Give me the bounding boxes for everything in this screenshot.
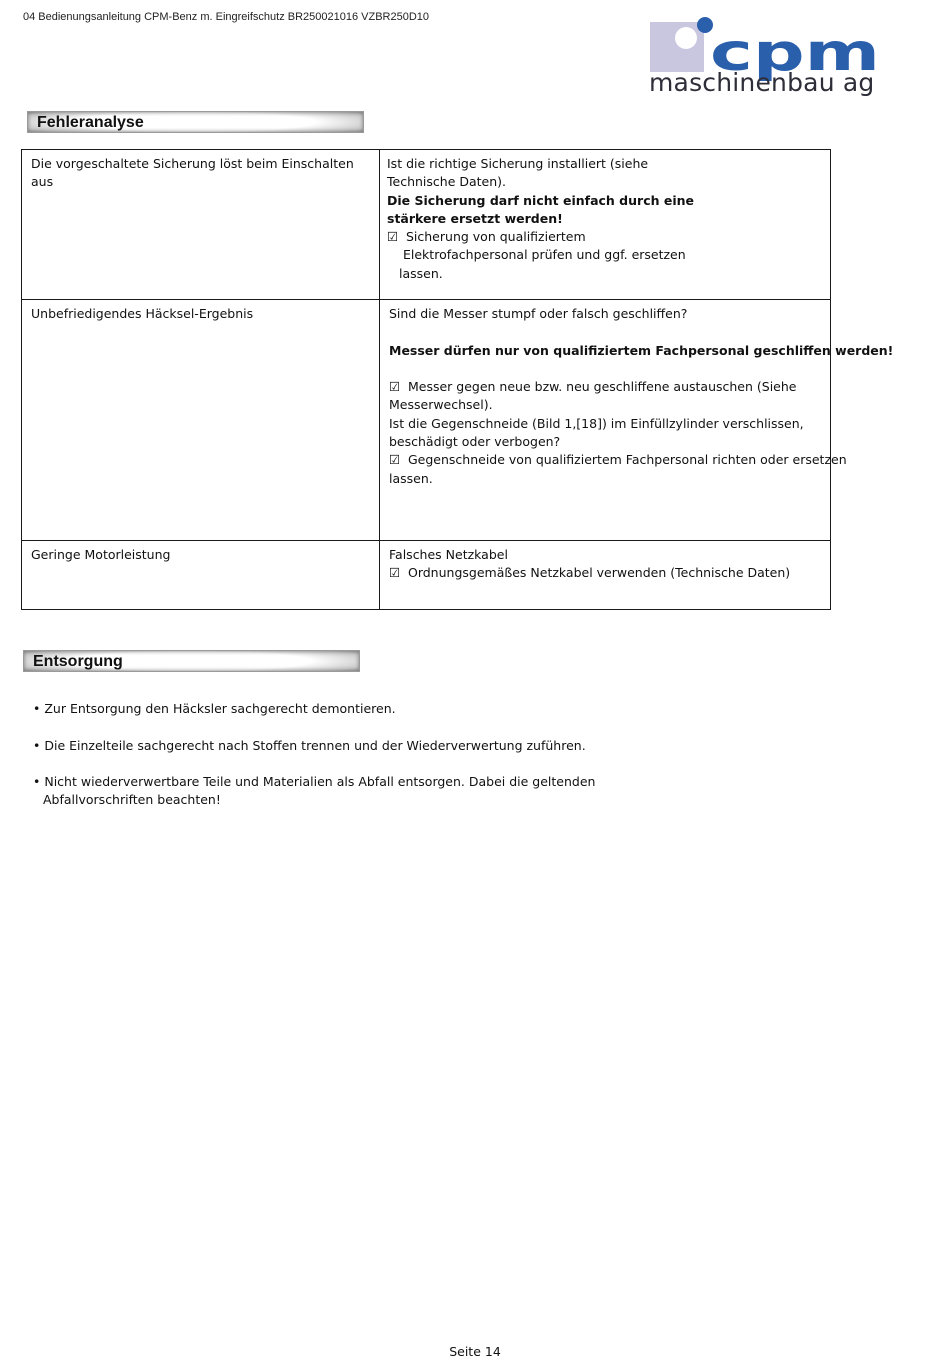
table-row bbox=[22, 541, 831, 610]
logo-wordmark: cpm bbox=[710, 23, 880, 83]
solution-cell bbox=[380, 541, 831, 610]
solution-cell bbox=[380, 300, 894, 541]
list-item-text: Abfallvorschriften beachten! bbox=[43, 792, 221, 808]
action-line bbox=[387, 228, 821, 246]
action-text: lassen. bbox=[399, 265, 443, 281]
action-line bbox=[389, 451, 847, 469]
solution-text: Ist die richtige Sicherung installiert (siehe bbox=[387, 156, 649, 171]
checkbox-icon: ☑ bbox=[389, 452, 401, 468]
warning-text: Messer dürfen nur von qualifiziertem Fachpersonal geschliffen werden! bbox=[389, 342, 894, 358]
solution-text: Technische Daten). bbox=[387, 174, 507, 190]
fault-analysis-table bbox=[21, 149, 894, 610]
table-row bbox=[22, 300, 831, 541]
company-logo bbox=[648, 16, 884, 106]
problem-cell bbox=[22, 150, 380, 300]
problem-text: Geringe Motorleistung bbox=[31, 547, 171, 562]
action-text: Elektrofachpersonal prüfen und ggf. ersetzen bbox=[403, 247, 686, 263]
checkbox-icon: ☑ bbox=[389, 379, 401, 395]
solution-text: Falsches Netzkabel bbox=[389, 547, 508, 562]
list-item bbox=[33, 700, 595, 718]
checkbox-icon: ☑ bbox=[389, 565, 401, 581]
action-text: Sicherung von qualifiziertem bbox=[405, 229, 586, 245]
logo-square bbox=[650, 22, 704, 72]
document-header: 04 Bedienungsanleitung CPM-Benz m. Eingreifschutz BR250021016 VZBR250D10 bbox=[23, 11, 430, 23]
logo-subtitle: maschinenbau ag bbox=[649, 68, 875, 97]
solution-text: beschädigt oder verbogen? bbox=[389, 434, 561, 450]
solution-cell bbox=[380, 150, 831, 300]
fault-analysis-heading: Fehleranalyse bbox=[27, 111, 364, 133]
warning-text: stärkere ersetzt werden! bbox=[387, 210, 563, 226]
list-item-text: • Nicht wiederverwertbare Teile und Materialien als Abfall entsorgen. Dabei die geltenden bbox=[33, 774, 596, 790]
disposal-heading: Entsorgung bbox=[23, 650, 360, 672]
problem-text: Unbefriedigendes Häcksel-Ergebnis bbox=[31, 306, 254, 321]
action-line bbox=[389, 564, 821, 582]
table-row bbox=[22, 150, 831, 300]
action-text: Gegenschneide von qualifiziertem Fachpersonal richten oder ersetzen bbox=[407, 452, 847, 468]
disposal-list bbox=[33, 700, 595, 828]
solution-text: Ist die Gegenschneide (Bild 1,[18]) im Einfüllzylinder verschlissen, bbox=[389, 415, 804, 431]
list-item-text: • Zur Entsorgung den Häcksler sachgerecht demontieren. bbox=[33, 701, 396, 716]
action-text: Messerwechsel). bbox=[389, 397, 493, 413]
checkbox-icon: ☑ bbox=[387, 229, 399, 245]
action-text: lassen. bbox=[389, 470, 433, 486]
action-text: Ordnungsgemäßes Netzkabel verwenden (Technische Daten) bbox=[407, 565, 791, 581]
list-item-text: • Die Einzelteile sachgerecht nach Stoffen trennen und der Wiederverwertung zuführen. bbox=[33, 737, 586, 753]
action-line bbox=[389, 378, 821, 396]
list-item bbox=[33, 737, 595, 755]
problem-text: aus bbox=[31, 174, 54, 190]
page-number: Seite 14 bbox=[449, 1344, 501, 1359]
solution-text: Sind die Messer stumpf oder falsch geschliffen? bbox=[389, 306, 688, 321]
problem-cell bbox=[22, 300, 380, 541]
problem-text: Die vorgeschaltete Sicherung löst beim Einschalten bbox=[31, 156, 354, 171]
logo-cutout bbox=[675, 27, 697, 49]
warning-text: Die Sicherung darf nicht einfach durch eine bbox=[387, 192, 694, 208]
list-item bbox=[33, 773, 595, 810]
action-text: Messer gegen neue bzw. neu geschliffene austauschen (Siehe bbox=[407, 379, 797, 395]
problem-cell bbox=[22, 541, 380, 610]
